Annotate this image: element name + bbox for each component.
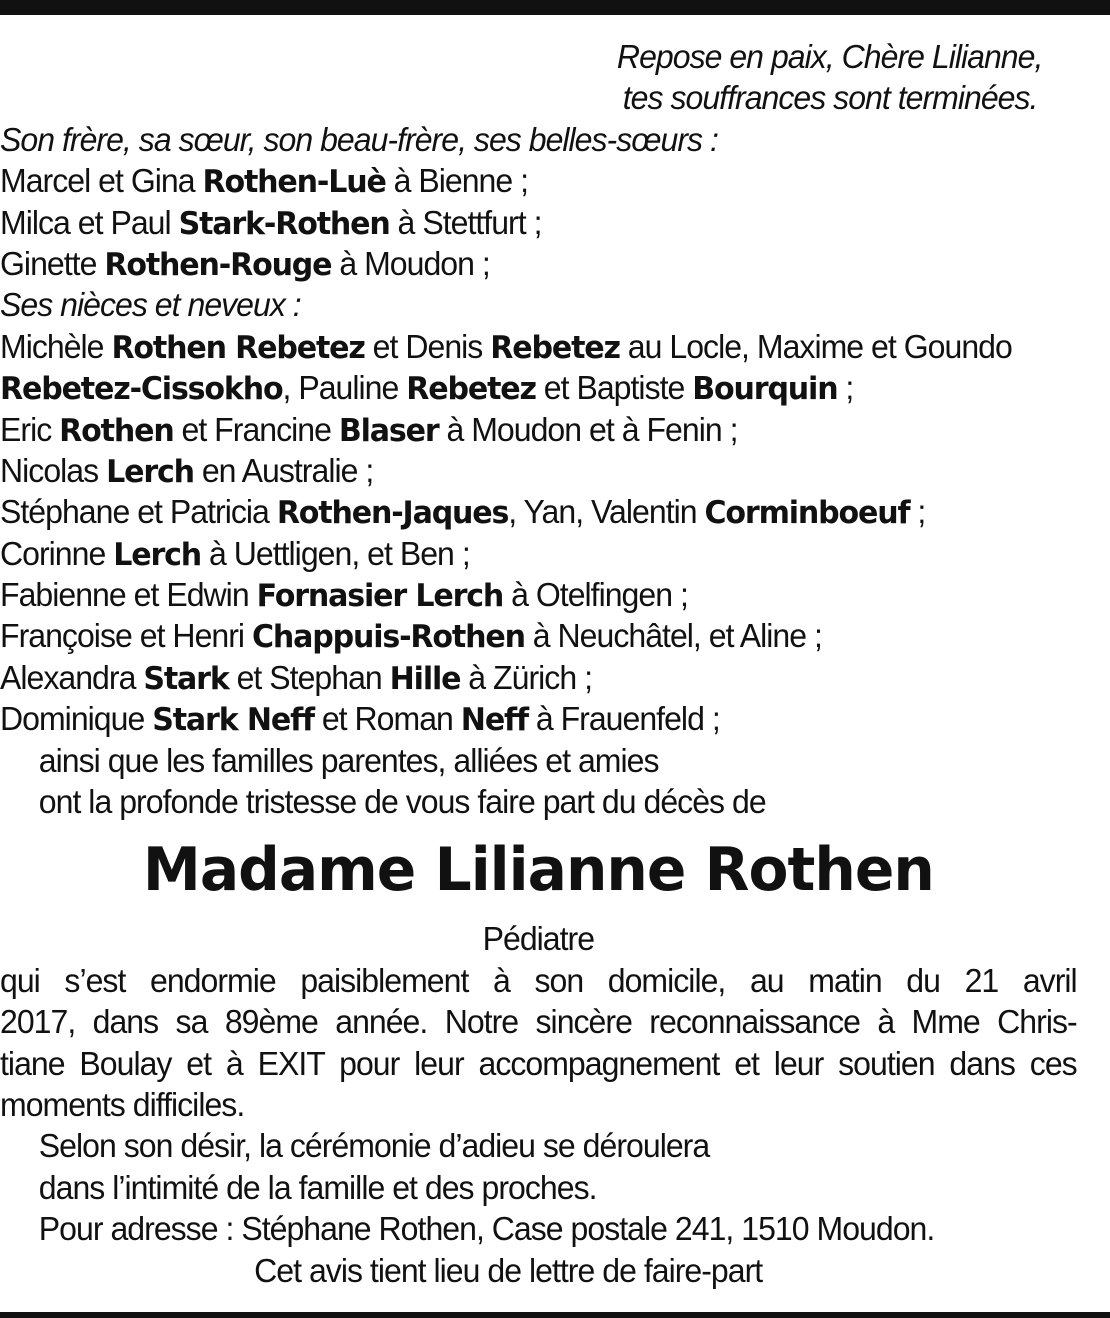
- text-segment: en Australie ;: [193, 451, 374, 489]
- text-segment: et Denis: [364, 327, 491, 365]
- family-name: Lerch: [113, 536, 202, 573]
- family-name: Rebetez: [490, 329, 620, 366]
- family-name: Stark-Rothen: [178, 205, 390, 242]
- family-name: Lerch: [106, 453, 194, 490]
- niece-nephew-line: [0, 698, 1077, 739]
- family-name: Fornasier Lerch: [256, 578, 504, 615]
- ceremony-line-1: Selon son désir, la cérémonie d’adieu se déroulera: [38, 1127, 710, 1165]
- epigraph-line-1: Repose en paix, Chère Lilianne,: [616, 38, 1043, 75]
- text-segment: Ginette: [0, 244, 105, 282]
- closing-line: Cet avis tient lieu de lettre de faire-part: [254, 1251, 763, 1289]
- death-notice: [0, 36, 1077, 1291]
- niece-nephew-line: [0, 450, 1077, 491]
- text-segment: , Yan, Valentin: [508, 493, 705, 531]
- family-name: Rothen-Jaques: [276, 495, 509, 532]
- siblings-list: [0, 160, 1077, 284]
- deceased-name: Madame Lilianne Rothen: [142, 835, 934, 906]
- text-segment: à Frauenfeld ;: [527, 700, 720, 738]
- body-line-4: moments difficiles.: [0, 1085, 245, 1123]
- niece-nephew-line: [0, 409, 1077, 450]
- text-segment: Stéphane et Patricia: [0, 493, 277, 531]
- niece-nephew-line: [0, 326, 1077, 367]
- family-name: Chappuis-Rothen: [251, 619, 525, 656]
- bottom-border-rule: [0, 1312, 1110, 1318]
- top-border-rule: [0, 0, 1110, 15]
- nieces-nephews-list: [0, 326, 1077, 740]
- family-name: Rothen-Luè: [202, 164, 386, 201]
- text-segment: Corinne: [0, 534, 114, 572]
- text-segment: et Francine: [173, 410, 339, 448]
- text-segment: et Roman: [313, 700, 461, 738]
- announce-line-2: ont la profonde tristesse de vous faire part du décès de: [38, 783, 766, 821]
- niece-nephew-line: [0, 615, 1077, 656]
- sibling-line: [0, 160, 1077, 201]
- family-name: Rebetez-Cissokho: [0, 371, 283, 408]
- niece-nephew-line: [0, 367, 1077, 408]
- text-segment: Dominique: [0, 700, 153, 738]
- family-name: Blaser: [338, 412, 439, 449]
- family-name: Rothen: [59, 412, 174, 449]
- family-name: Hille: [389, 660, 461, 697]
- text-segment: à Moudon et à Fenin ;: [438, 410, 738, 448]
- text-segment: Milca et Paul: [0, 203, 179, 241]
- niece-nephew-line: [0, 574, 1077, 615]
- text-segment: Alexandra: [0, 658, 144, 696]
- text-segment: à Otelfingen ;: [503, 576, 688, 614]
- text-segment: au Locle, Maxime et Goundo: [619, 327, 1012, 365]
- text-segment: ;: [837, 369, 854, 407]
- sibling-line: [0, 202, 1077, 243]
- text-segment: à Uettligen, et Ben ;: [201, 534, 470, 572]
- family-name: Neff: [460, 702, 528, 739]
- niece-nephew-line: [0, 533, 1077, 574]
- text-segment: Fabienne et Edwin: [0, 576, 257, 614]
- ceremony-line-2: dans l’intimité de la famille et des proches.: [38, 1168, 597, 1206]
- niece-nephew-line: [0, 657, 1077, 698]
- address-line: Pour adresse : Stéphane Rothen, Case postale 241, 1510 Moudon.: [38, 1210, 935, 1248]
- family-name: Bourquin: [692, 371, 838, 408]
- family-name: Stark Neff: [152, 702, 314, 739]
- text-segment: et Baptiste: [535, 369, 693, 407]
- family-intro: Son frère, sa sœur, son beau-frère, ses belles-sœurs :: [0, 120, 718, 158]
- text-segment: Michèle: [0, 327, 112, 365]
- nieces-intro: Ses nièces et neveux :: [0, 286, 301, 324]
- text-segment: et Stephan: [228, 658, 390, 696]
- text-segment: à Zürich ;: [460, 658, 593, 696]
- text-segment: à Bienne ;: [385, 162, 529, 200]
- text-segment: à Moudon ;: [331, 244, 490, 282]
- family-name: Rothen Rebetez: [111, 329, 365, 366]
- text-segment: Eric: [0, 410, 60, 448]
- text-segment: Marcel et Gina: [0, 162, 203, 200]
- sibling-line: [0, 243, 1077, 284]
- text-segment: à Neuchâtel, et Aline ;: [524, 617, 822, 655]
- text-segment: Françoise et Henri: [0, 617, 252, 655]
- body-line-2: 2017, dans sa 89ème année. Notre sincère reconnaissance à Mme Chris-: [0, 1003, 1077, 1041]
- family-name: Corminboeuf: [704, 495, 910, 532]
- text-segment: ;: [909, 493, 926, 531]
- body-line-3: tiane Boulay et à EXIT pour leur accompagnement et leur soutien dans ces: [0, 1044, 1077, 1082]
- text-segment: Nicolas: [0, 451, 107, 489]
- announce-line-1: ainsi que les familles parentes, alliées et amies: [38, 741, 659, 779]
- family-name: Rebetez: [406, 371, 536, 408]
- body-line-1: qui s’est endormie paisiblement à son domicile, au matin du 21 avril: [0, 961, 1077, 999]
- family-name: Stark: [143, 660, 229, 697]
- text-segment: , Pauline: [282, 369, 407, 407]
- text-segment: à Stettfurt ;: [389, 203, 542, 241]
- family-name: Rothen-Rouge: [104, 246, 332, 283]
- profession: Pédiatre: [482, 920, 595, 958]
- epigraph-line-2: tes souffrances sont terminées.: [622, 79, 1038, 117]
- niece-nephew-line: [0, 491, 1077, 532]
